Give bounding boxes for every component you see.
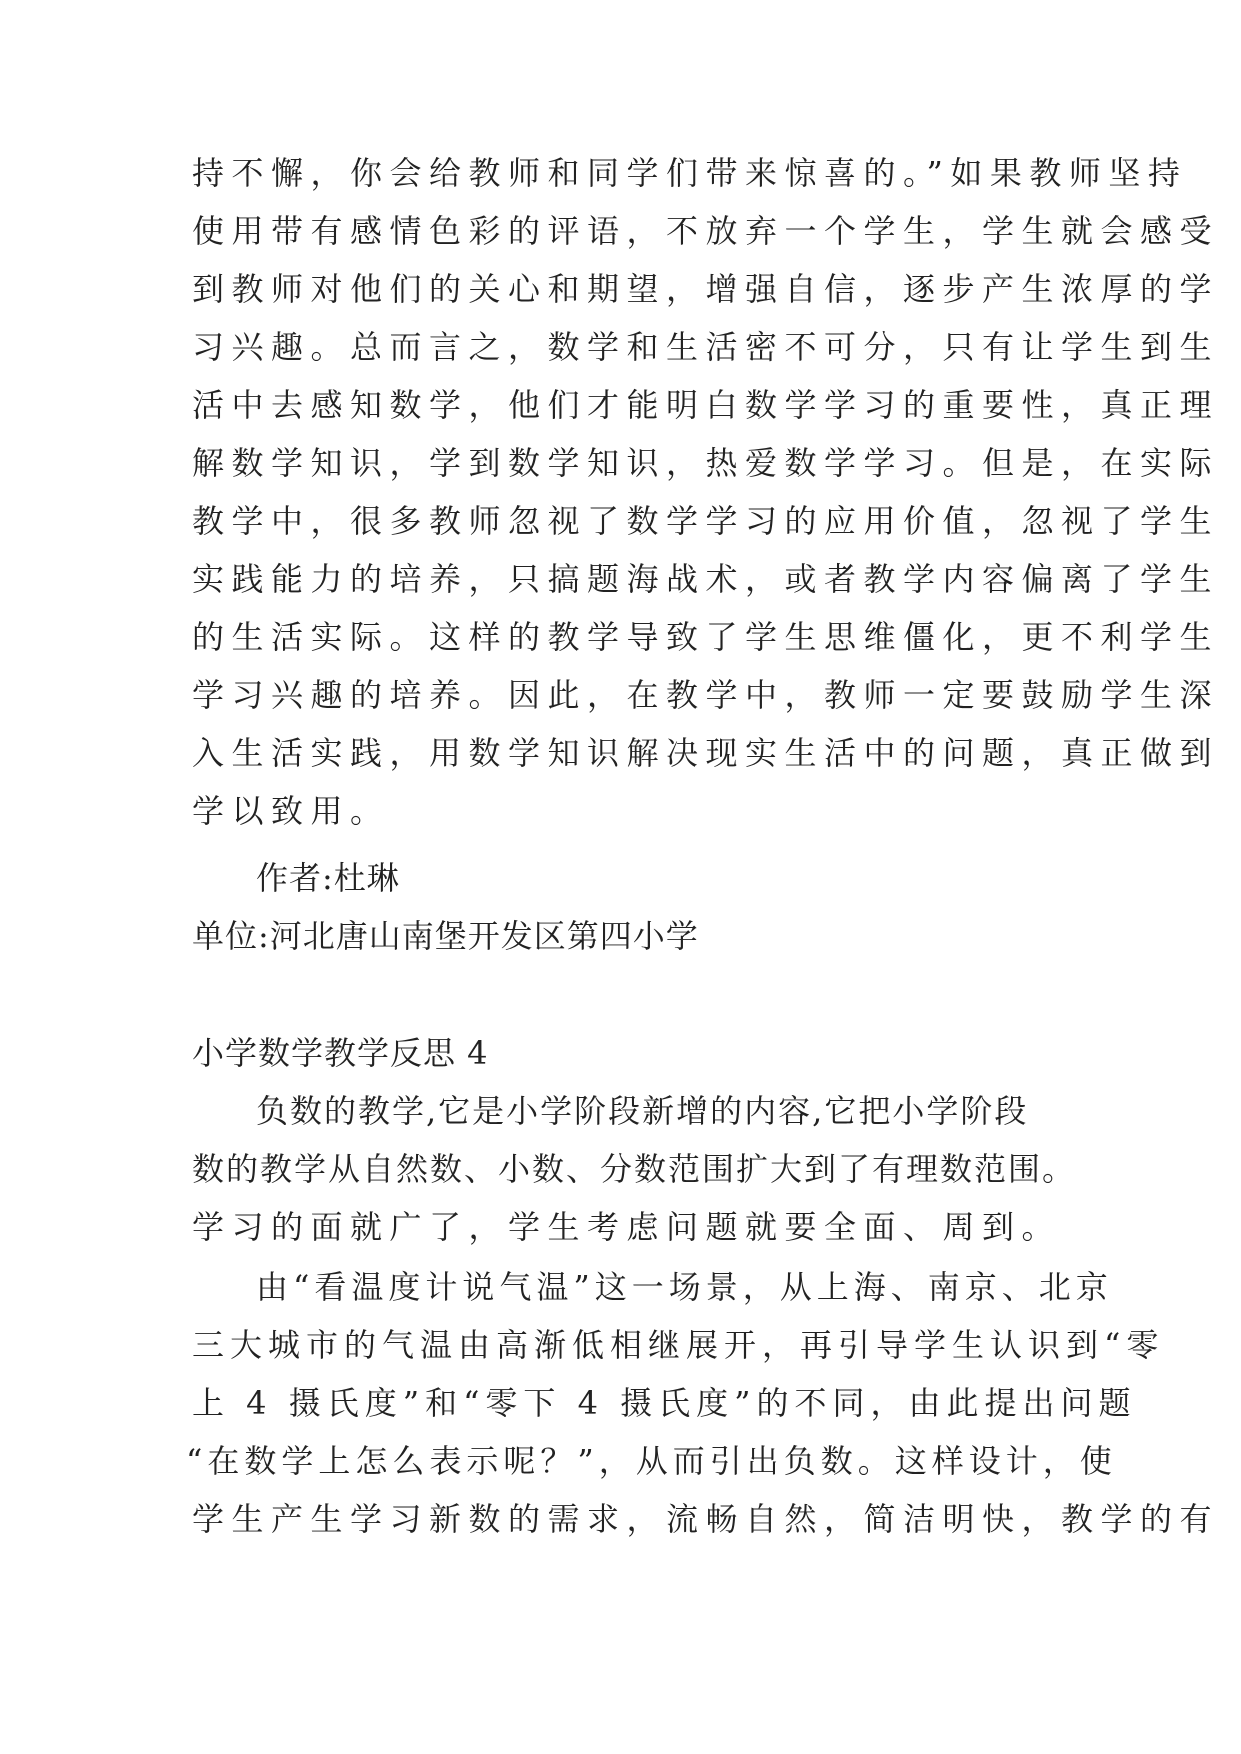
paragraph-line: 负数的教学,它是小学阶段新增的内容,它把小学阶段: [256, 1092, 1029, 1130]
paragraph-line: 由“看温度计说气温”这一场景，从上海、南京、北京: [256, 1268, 1113, 1306]
paragraph-line: 习兴趣。总而言之，数学和生活密不可分，只有让学生到生: [192, 328, 1220, 366]
paragraph-line: 三大城市的气温由高渐低相继展开，再引导学生认识到“零: [192, 1326, 1165, 1364]
paragraph-line: 上 4 摄氏度”和“零下 4 摄氏度”的不同，由此提出问题: [192, 1384, 1137, 1422]
paragraph-line: 学生产生学习新数的需求，流畅自然，简洁明快，教学的有: [192, 1500, 1220, 1538]
paragraph-line: “在数学上怎么表示呢？”，从而引出负数。这样设计，使: [186, 1442, 1117, 1480]
paragraph-line: 教学中，很多教师忽视了数学学习的应用价值，忽视了学生: [192, 502, 1220, 540]
author-line: 作者:杜琳: [256, 859, 400, 897]
section-title: 小学数学教学反思 4: [192, 1034, 489, 1072]
paragraph-line: 使用带有感情色彩的评语，不放弃一个学生，学生就会感受: [192, 212, 1220, 250]
paragraph-line: 数的教学从自然数、小数、分数范围扩大到了有理数范围。: [192, 1150, 1077, 1188]
paragraph-line: 学以致用。: [192, 792, 390, 830]
paragraph-line: 实践能力的培养，只搞题海战术，或者教学内容偏离了学生: [192, 560, 1220, 598]
paragraph-line: 持不懈，你会给教师和同学们带来惊喜的。”如果教师坚持: [192, 154, 1188, 192]
paragraph-line: 的生活实际。这样的教学导致了学生思维僵化，更不利学生: [192, 618, 1220, 656]
paragraph-line: 学习兴趣的培养。因此，在教学中，教师一定要鼓励学生深: [192, 676, 1220, 714]
paragraph-line: 活中去感知数学，他们才能明白数学学习的重要性，真正理: [192, 386, 1220, 424]
unit-line: 单位:河北唐山南堡开发区第四小学: [192, 917, 699, 955]
paragraph-line: 解数学知识，学到数学知识，热爱数学学习。但是，在实际: [192, 444, 1220, 482]
paragraph-line: 入生活实践，用数学知识解决现实生活中的问题，真正做到: [192, 734, 1220, 772]
paragraph-line: 到教师对他们的关心和期望，增强自信，逐步产生浓厚的学: [192, 270, 1220, 308]
paragraph-line: 学习的面就广了，学生考虑问题就要全面、周到。: [192, 1208, 1062, 1246]
